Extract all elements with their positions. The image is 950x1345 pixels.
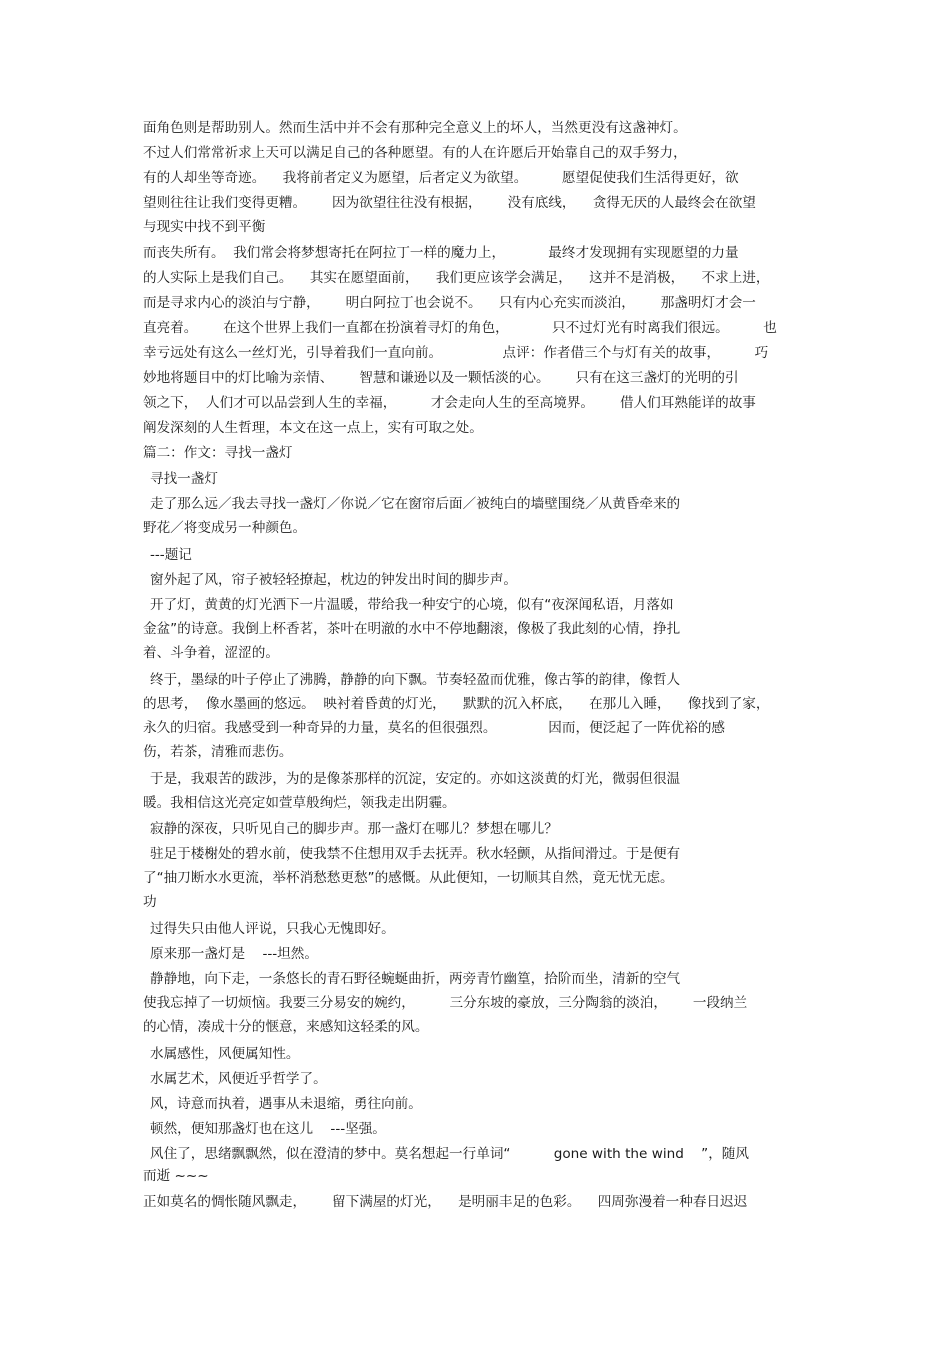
- text-line: 而丧失所有。 我们常会将梦想寄托在阿拉丁一样的魔力上， 最终才发现拥有实现愿望的力量: [143, 245, 739, 261]
- text-line: 窗外起了风，帘子被轻轻撩起，枕边的钟发出时间的脚步声。: [150, 572, 518, 588]
- text-line: 水属艺术，风便近乎哲学了。: [150, 1071, 327, 1087]
- text-line: 妙地将题目中的灯比喻为亲情、 智慧和谦逊以及一颗恬淡的心。 只有在这三盏灯的光明的引: [143, 370, 739, 386]
- text-line: 不过人们常常祈求上天可以满足自己的各种愿望。有的人在许愿后开始靠自己的双手努力，: [143, 145, 687, 161]
- text-line: 望则往往让我们变得更糟。 因为欲望往往没有根据， 没有底线， 贪得无厌的人最终会在欲望: [143, 195, 756, 211]
- text-line: 永久的归宿。我感受到一种奇异的力量，莫名的但很强烈。 因而，便泛起了一阵优裕的感: [143, 720, 726, 736]
- text-line: 了“抽刀断水水更流，举杯消愁愁更愁”的感慨。从此便知，一切顺其自然，竟无忧无虑。: [143, 870, 674, 886]
- text-line: 直亮着。 在这个世界上我们一直都在扮演着寻灯的角色， 只不过灯光有时离我们很远。 也: [143, 320, 777, 336]
- text-line: 驻足于楼榭处的碧水前，使我禁不住想用双手去抚弄。秋水轻颤，从指间滑过。于是便有: [150, 846, 681, 862]
- text-line: 寂静的深夜，只听见自己的脚步声。那一盏灯在哪儿？梦想在哪儿？: [150, 821, 558, 837]
- text-line: 幸亏远处有这么一丝灯光，引导着我们一直向前。 点评：作者借三个与灯有关的故事， 巧: [143, 345, 769, 361]
- text-line: 顿然，便知那盏灯也在这儿 ---坚强。: [150, 1121, 386, 1137]
- text-line: 阐发深刻的人生哲理，本文在这一点上，实有可取之处。: [143, 420, 483, 436]
- text-line: 暖。我相信这光亮定如萱草般绚烂，领我走出阴霾。: [143, 795, 456, 811]
- text-line: 走了那么远／我去寻找一盏灯／你说／它在窗帘后面／被纯白的墙壁围绕／从黄昏牵来的: [150, 496, 681, 512]
- section-heading: 篇二：作文：寻找一盏灯: [143, 445, 293, 461]
- text-line: 的人实际上是我们自己。 其实在愿望面前， 我们更应该学会满足， 这并不是消极， 不求上进，: [143, 270, 770, 286]
- epigraph-label: ---题记: [150, 547, 192, 563]
- text-line: 开了灯，黄黄的灯光洒下一片温暖，带给我一种安宁的心境，似有“夜深闻私语，月落如: [150, 597, 674, 613]
- text-line: 而是寻求内心的淡泊与宁静， 明白阿拉丁也会说不。 只有内心充实而淡泊， 那盏明灯才会一: [143, 295, 756, 311]
- text-line: 的思考， 像水墨画的悠远。 映衬着昏黄的灯光， 默默的沉入杯底， 在那儿入睡， 像找到了家，: [143, 696, 770, 712]
- text-line: 与现实中找不到平衡: [143, 219, 266, 235]
- text-line: 野花／将变成另一种颜色。: [143, 520, 307, 536]
- text-line: 风，诗意而执着，遇事从未退缩，勇往向前。: [150, 1096, 422, 1112]
- text-line: 伤，若茶，清雅而悲伤。: [143, 744, 293, 760]
- text-line: 领之下， 人们才可以品尝到人生的幸福， 才会走向人生的至高境界。 借人们耳熟能详的故事: [143, 395, 756, 411]
- text-line: 而逝 ~~~: [143, 1168, 209, 1184]
- text-line: 功: [143, 894, 157, 910]
- text-line: 终于，墨绿的叶子停止了沸腾，静静的向下飘。节奏轻盈而优雅，像古筝的韵律，像哲人: [150, 672, 681, 688]
- text-line: 静静地，向下走，一条悠长的青石野径蜿蜒曲折，两旁青竹幽篁，拾阶而坐，清新的空气: [150, 971, 681, 987]
- text-line: 原来那一盏灯是 ---坦然。: [150, 946, 318, 962]
- text-line: 使我忘掉了一切烦恼。我要三分易安的婉约， 三分东坡的豪放，三分陶翁的淡泊， 一段纳兰: [143, 995, 748, 1011]
- text-line: 有的人却坐等奇迹。 我将前者定义为愿望，后者定义为欲望。 愿望促使我们生活得更好，欲: [143, 170, 739, 186]
- text-line: 着、斗争着，涩涩的。: [143, 645, 279, 661]
- text-line: 水属感性，风便属知性。: [150, 1046, 300, 1062]
- text-line: 于是，我艰苦的跋涉，为的是像茶那样的沉淀，安定的。亦如这淡黄的灯光，微弱但很温: [150, 771, 681, 787]
- text-line: 正如莫名的惆怅随风飘走， 留下满屋的灯光， 是明丽丰足的色彩。 四周弥漫着一种春日迟迟: [143, 1194, 748, 1210]
- text-line: 过得失只由他人评说，只我心无愧即好。: [150, 921, 395, 937]
- text-line: 金盆”的诗意。我倒上杯香茗，茶叶在明澈的水中不停地翻滚，像极了我此刻的心情，挣扎: [143, 621, 681, 637]
- text-line: 的心情，凑成十分的惬意，来感知这轻柔的风。: [143, 1019, 429, 1035]
- text-line: 风住了，思绪飘飘然，似在澄清的梦中。莫名想起一行单词“ gone with the wind ”，随风: [150, 1146, 749, 1162]
- text-line: 面角色则是帮助别人。然而生活中并不会有那种完全意义上的坏人，当然更没有这盏神灯。: [143, 120, 687, 136]
- essay-title: 寻找一盏灯: [150, 471, 218, 487]
